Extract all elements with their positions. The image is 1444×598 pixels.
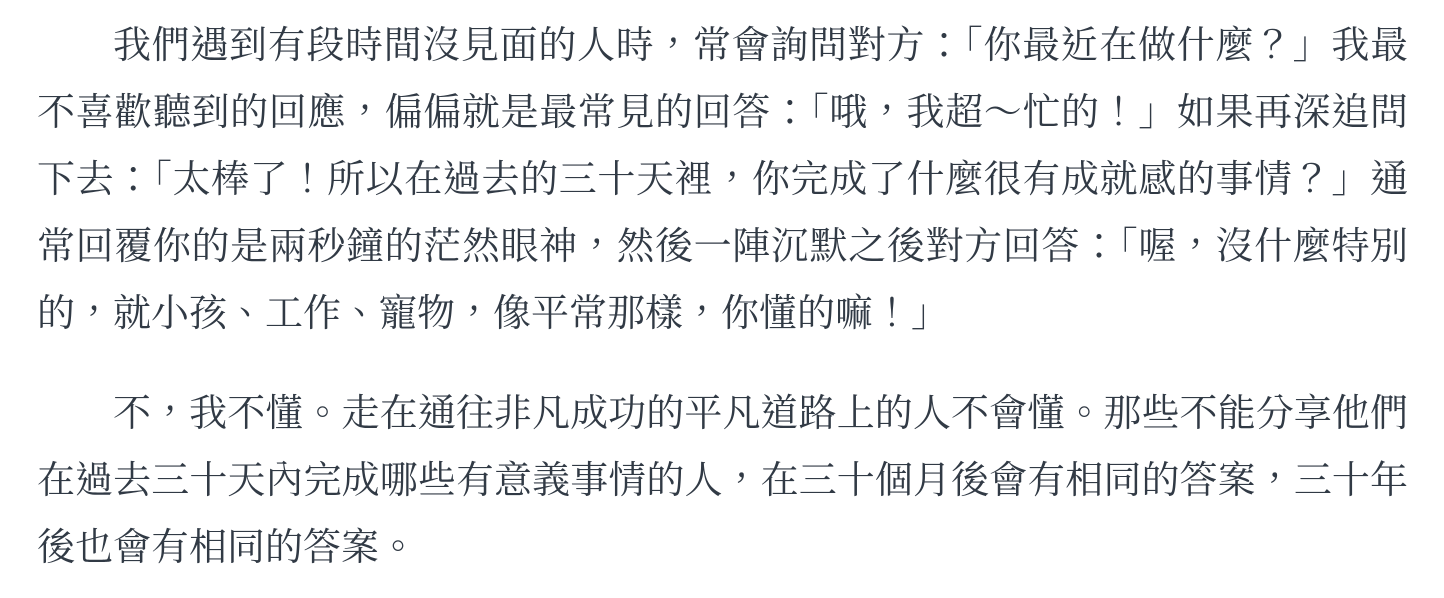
paragraph-1: 我們遇到有段時間沒見面的人時，常會詢問對方：「你最近在做什麼？」我最不喜歡聽到的回應，偏偏就是最常見的回答：「哦，我超～忙的！」如果再深追問下去：「太棒了！所以在過去的三十天裡，你完成了什麼很有成就感的事情？」通常回覆你的是兩秒鐘的茫然眼神，然後一陣沉默之後對方回答：「喔，沒什麼特別的，就小孩、工作、寵物，像平常那樣，你懂的嘛！」: [37, 25, 1408, 335]
paragraph-2: 不，我不懂。走在通往非凡成功的平凡道路上的人不會懂。那些不能分享他們在過去三十天內完成哪些有意義事情的人，在三十個月後會有相同的答案，三十年後也會有相同的答案。: [37, 393, 1408, 569]
